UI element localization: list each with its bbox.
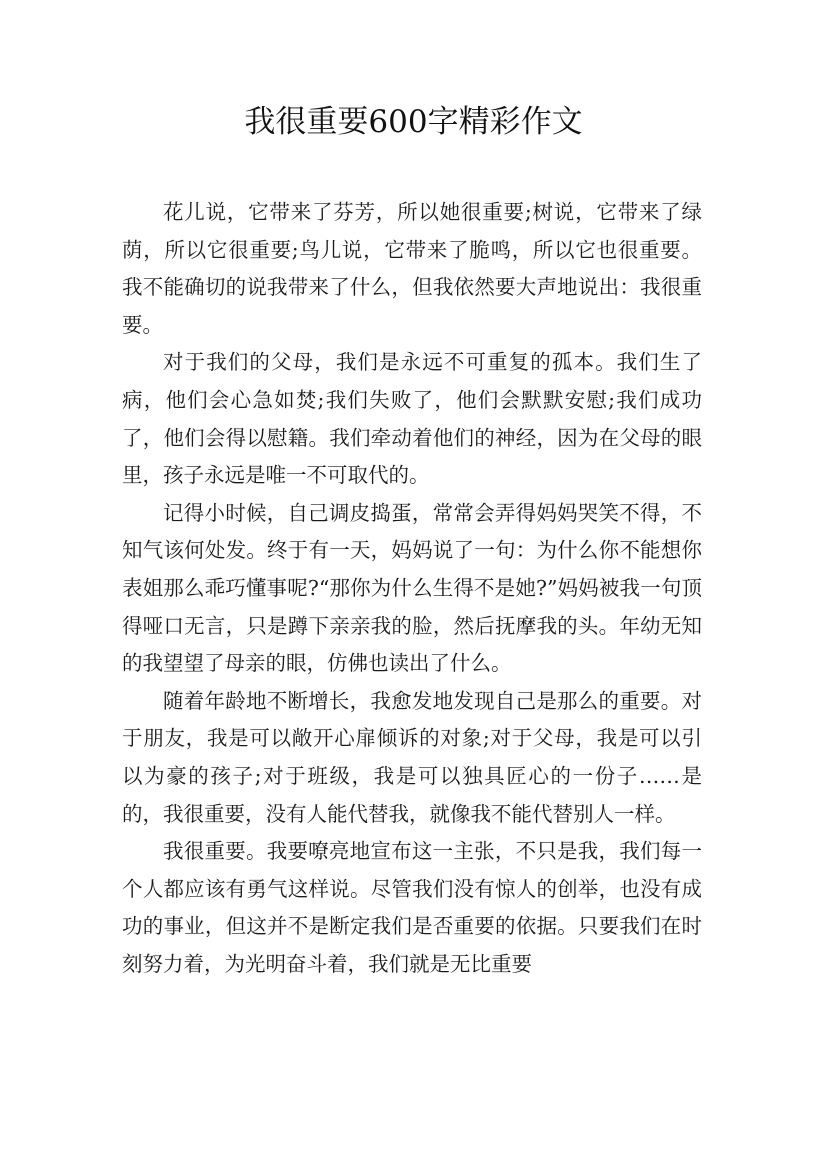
paragraph: 记得小时候，自己调皮捣蛋，常常会弄得妈妈哭笑不得，不知气该何处发。终于有一天，妈妈说了一句：为什么你不能想你表姐那么乖巧懂事呢?“那你为什么生得不是她?”妈妈被我一句顶得哑口无言，只是蹲下亲亲我的脸，然后抚摩我的头。年幼无知的我望望了母亲的眼，仿佛也读出了什么。 [122, 500, 702, 676]
paragraph: 花儿说，它带来了芬芳，所以她很重要;树说，它带来了绿荫，所以它很重要;鸟儿说，它带来了脆鸣，所以它也很重要。我不能确切的说我带来了什么，但我依然要大声地说出：我很重要。 [122, 200, 702, 337]
paragraph: 我很重要。我要嘹亮地宣布这一主张，不只是我，我们每一个人都应该有勇气这样说。尽管我们没有惊人的创举，也没有成功的事业，但这并不是断定我们是否重要的依据。只要我们在时刻努力着，为光明奋斗着，我们就是无比重要 [122, 839, 702, 976]
paragraph: 对于我们的父母，我们是永远不可重复的孤本。我们生了病，他们会心急如焚;我们失败了，他们会默默安慰;我们成功了，他们会得以慰籍。我们牵动着他们的神经，因为在父母的眼里，孩子永远是唯一不可取代的。 [122, 350, 702, 488]
paragraph: 随着年龄地不断增长，我愈发地发现自己是那么的重要。对于朋友，我是可以敞开心扉倾诉的对象;对于父母，我是可以引以为豪的孩子;对于班级，我是可以独具匠心的一份子……是的，我很重要，没有人能代替我，就像我不能代替别人一样。 [122, 688, 702, 826]
document-title: 我很重要600字精彩作文 [244, 104, 583, 140]
document-body [122, 194, 702, 983]
